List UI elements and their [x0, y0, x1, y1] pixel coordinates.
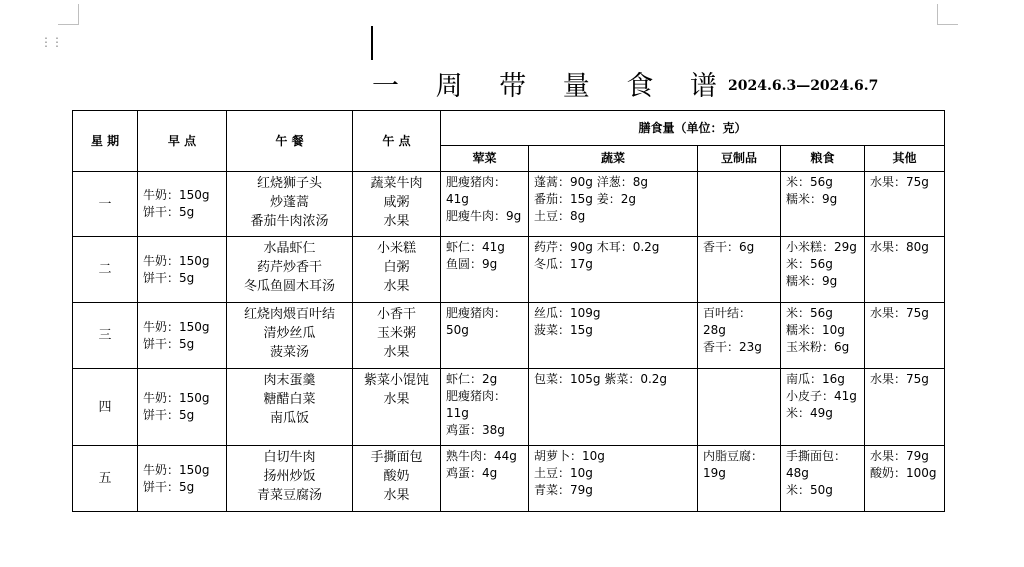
breakfast-cell: [138, 446, 227, 512]
cell-line: 酸奶: [383, 469, 410, 484]
soy-cell: [698, 172, 781, 237]
cell-line: 糖醋白菜: [263, 392, 316, 407]
cell-line: 丝瓜：109g: [534, 306, 601, 320]
meat-cell: [441, 369, 529, 446]
cell-line: 白粥: [383, 260, 410, 275]
cell-line: 番茄：15g 姜：2g: [534, 192, 636, 206]
weekday-cell: 五: [73, 446, 138, 512]
header-grain: 粮食: [781, 146, 865, 172]
cell-line: 水果: [383, 392, 410, 407]
cell-line: 土豆：8g: [534, 209, 586, 223]
cell-line: 白切牛肉: [263, 450, 316, 465]
vegetable-cell: [529, 237, 698, 303]
cell-line: 手撕面包：: [786, 449, 847, 463]
text-cursor: [371, 26, 373, 60]
cell-line: 48g: [786, 466, 809, 480]
grain-cell: [781, 446, 865, 512]
snack-cell: [353, 369, 441, 446]
table-row: [73, 303, 945, 369]
other-cell: [865, 237, 945, 303]
cell-line: 水果：79g: [870, 449, 929, 463]
table-move-handle-icon[interactable]: ⋮⋮: [40, 35, 62, 49]
cell-line: 蓬蒿：90g 洋葱：8g: [534, 175, 648, 189]
breakfast-cell: [138, 237, 227, 303]
cell-line: 小香干: [376, 307, 416, 322]
cell-line: 药芹炒香干: [256, 260, 322, 275]
cell-line: 28g: [703, 323, 726, 337]
cell-line: 11g: [446, 406, 469, 420]
cell-line: 牛奶：150g: [143, 462, 210, 477]
lunch-cell: [227, 369, 353, 446]
cell-line: 青菜：79g: [534, 483, 593, 497]
snack-cell: [353, 172, 441, 237]
cell-line: 牛奶：150g: [143, 391, 210, 405]
cell-line: 糯米：10g: [786, 323, 845, 337]
cell-line: 50g: [446, 323, 469, 337]
cell-line: 蔬菜牛肉: [370, 176, 423, 191]
cell-line: 水果：75g: [870, 372, 929, 386]
cell-line: 米：49g: [786, 406, 833, 420]
cell-line: 药芹：90g 木耳：0.2g: [534, 240, 660, 254]
meat-cell: [441, 303, 529, 369]
cell-line: 水果: [383, 488, 410, 503]
lunch-cell: [227, 446, 353, 512]
table-row: [73, 237, 945, 303]
cell-line: 41g: [446, 192, 469, 206]
weekday-cell: 一: [73, 172, 138, 237]
grain-cell: [781, 172, 865, 237]
cell-line: 米：50g: [786, 483, 833, 497]
menu-table: [72, 110, 945, 512]
cell-line: 水果: [383, 279, 410, 294]
cell-line: 香干：23g: [703, 340, 762, 354]
cell-line: 糯米：9g: [786, 274, 838, 288]
header-other: 其他: [865, 146, 945, 172]
crop-mark-top-right: [937, 4, 958, 25]
cell-line: 熟牛肉：44g: [446, 449, 517, 463]
cell-line: 饼干：5g: [143, 270, 195, 285]
snack-cell: [353, 446, 441, 512]
cell-line: 牛奶：150g: [143, 188, 210, 202]
soy-cell: [698, 237, 781, 303]
grain-cell: [781, 303, 865, 369]
cell-line: 水果: [383, 214, 410, 229]
cell-line: 玉米粥: [376, 326, 416, 341]
weekday-cell: 二: [73, 237, 138, 303]
cell-line: 玉米粉：6g: [786, 340, 850, 354]
cell-line: 虾仁：2g: [446, 372, 498, 386]
header-lunch: 午 餐: [227, 111, 353, 172]
cell-line: 肥瘦猪肉：: [446, 175, 507, 189]
cell-line: 南瓜：16g: [786, 372, 845, 386]
header-intake: 膳食量（单位：克）: [441, 111, 945, 146]
vegetable-cell: [529, 172, 698, 237]
cell-line: 扬州炒饭: [263, 469, 316, 484]
cell-line: 牛奶：150g: [143, 253, 210, 268]
cell-line: 米：56g: [786, 306, 833, 320]
cell-line: 香干：6g: [703, 240, 755, 254]
table-row: [73, 172, 945, 237]
breakfast-cell: [138, 172, 227, 237]
cell-line: 虾仁：41g: [446, 240, 505, 254]
cell-line: 饼干：5g: [143, 479, 195, 494]
cell-line: 内脂豆腐：: [703, 449, 764, 463]
cell-line: 番茄牛肉浓汤: [250, 214, 329, 229]
cell-line: 牛奶：150g: [143, 319, 210, 334]
cell-line: 鸡蛋：4g: [446, 466, 498, 480]
weekday-cell: 四: [73, 369, 138, 446]
header-vegetable: 蔬菜: [529, 146, 698, 172]
header-breakfast: 早 点: [138, 111, 227, 172]
cell-line: 菠菜：15g: [534, 323, 593, 337]
date-range: 2024.6.3—2024.6.7: [728, 78, 879, 94]
header-meat: 荤菜: [441, 146, 529, 172]
cell-line: 包菜：105g 紫菜：0.2g: [534, 372, 668, 386]
lunch-cell: [227, 303, 353, 369]
table-row: [73, 446, 945, 512]
cell-line: 小皮子：41g: [786, 389, 857, 403]
lunch-cell: [227, 237, 353, 303]
cell-line: 饼干：5g: [143, 408, 195, 422]
cell-line: 红烧肉煨百叶结: [243, 307, 335, 322]
vegetable-cell: [529, 303, 698, 369]
cell-line: 肉末蛋羹: [263, 373, 316, 388]
cell-line: 水果: [383, 345, 410, 360]
cell-line: 冬瓜鱼圆木耳汤: [243, 279, 335, 294]
header-soy: 豆制品: [698, 146, 781, 172]
table-row: [73, 369, 945, 446]
soy-cell: [698, 446, 781, 512]
cell-line: 南瓜饭: [269, 411, 309, 426]
cell-line: 鸡蛋：38g: [446, 423, 505, 437]
document-title: 一 周 带 量 食 谱: [372, 71, 731, 102]
cell-line: 水果：75g: [870, 175, 929, 189]
cell-line: 米：56g: [786, 175, 833, 189]
cell-line: 水果：75g: [870, 306, 929, 320]
cell-line: 菠菜汤: [269, 345, 309, 360]
cell-line: 鱼圆：9g: [446, 257, 498, 271]
cell-line: 百叶结：: [703, 306, 752, 320]
vegetable-cell: [529, 369, 698, 446]
soy-cell: [698, 369, 781, 446]
cell-line: 米：56g: [786, 257, 833, 271]
grain-cell: [781, 369, 865, 446]
cell-line: 咸粥: [383, 195, 410, 210]
lunch-cell: [227, 172, 353, 237]
cell-line: 肥瘦猪肉：: [446, 306, 507, 320]
cell-line: 小米糕：29g: [786, 240, 857, 254]
cell-line: 酸奶：100g: [870, 466, 937, 480]
other-cell: [865, 446, 945, 512]
crop-mark-top-left: [58, 4, 79, 25]
breakfast-cell: [138, 303, 227, 369]
meat-cell: [441, 237, 529, 303]
header-weekday: 星 期: [73, 111, 138, 172]
cell-line: 小米糕: [376, 241, 416, 256]
cell-line: 水果：80g: [870, 240, 929, 254]
other-cell: [865, 172, 945, 237]
header-snack: 午 点: [353, 111, 441, 172]
cell-line: 红烧狮子头: [256, 176, 322, 191]
cell-line: 冬瓜：17g: [534, 257, 593, 271]
snack-cell: [353, 303, 441, 369]
cell-line: 饼干：5g: [143, 205, 195, 219]
soy-cell: [698, 303, 781, 369]
cell-line: 胡萝卜：10g: [534, 449, 605, 463]
grain-cell: [781, 237, 865, 303]
breakfast-cell: [138, 369, 227, 446]
meat-cell: [441, 172, 529, 237]
cell-line: 清炒丝瓜: [263, 326, 316, 341]
vegetable-cell: [529, 446, 698, 512]
weekday-cell: 三: [73, 303, 138, 369]
cell-line: 紫菜小馄饨: [363, 373, 429, 388]
cell-line: 青菜豆腐汤: [256, 488, 322, 503]
cell-line: 炒蓬蒿: [269, 195, 309, 210]
cell-line: 19g: [703, 466, 726, 480]
cell-line: 手撕面包: [370, 450, 423, 465]
other-cell: [865, 369, 945, 446]
cell-line: 饼干：5g: [143, 336, 195, 351]
meat-cell: [441, 446, 529, 512]
cell-line: 糯米：9g: [786, 192, 838, 206]
cell-line: 土豆：10g: [534, 466, 593, 480]
cell-line: 水晶虾仁: [263, 241, 316, 256]
snack-cell: [353, 237, 441, 303]
other-cell: [865, 303, 945, 369]
cell-line: 肥瘦牛肉：9g: [446, 209, 522, 223]
cell-line: 肥瘦猪肉：: [446, 389, 507, 403]
